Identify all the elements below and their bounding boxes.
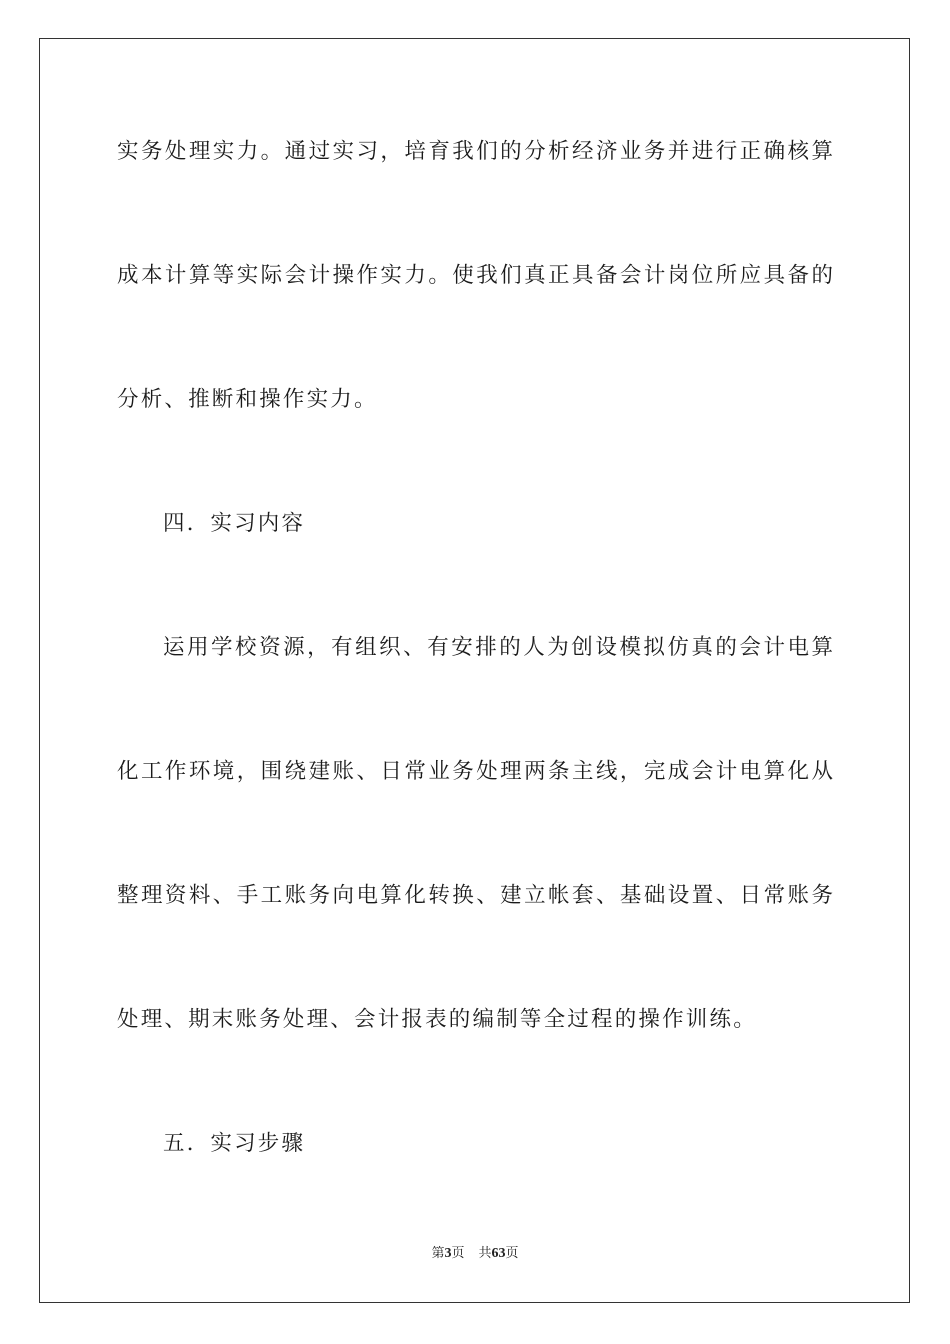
section-heading-5: 五．实习步骤 xyxy=(163,1131,306,1156)
body-text-line-6: 化工作环境，围绕建账、日常业务处理两条主线，完成会计电算化从 xyxy=(117,759,833,784)
body-text-line-2: 成本计算等实际会计操作实力。使我们真正具备会计岗位所应具备的 xyxy=(117,263,833,288)
page-suffix: 页 xyxy=(451,1246,465,1261)
body-text-line-3: 分析、推断和操作实力。 xyxy=(117,387,378,412)
body-text-line-5: 运用学校资源，有组织、有安排的人为创设模拟仿真的会计电算 xyxy=(163,635,833,660)
page-footer xyxy=(0,1245,950,1263)
total-pages: 63 xyxy=(491,1246,506,1261)
body-text-line-8: 处理、期末账务处理、会计报表的编制等全过程的操作训练。 xyxy=(117,1007,757,1032)
page-prefix: 第 xyxy=(431,1246,445,1261)
page-number: 3 xyxy=(444,1246,452,1261)
body-text-line-1: 实务处理实力。通过实习，培育我们的分析经济业务并进行正确核算 xyxy=(117,139,833,164)
total-prefix: 共 xyxy=(478,1246,492,1261)
section-heading-4: 四．实习内容 xyxy=(163,511,306,536)
page-border xyxy=(39,38,910,1303)
body-text-line-7: 整理资料、手工账务向电算化转换、建立帐套、基础设置、日常账务 xyxy=(117,883,833,908)
total-suffix: 页 xyxy=(505,1246,519,1261)
